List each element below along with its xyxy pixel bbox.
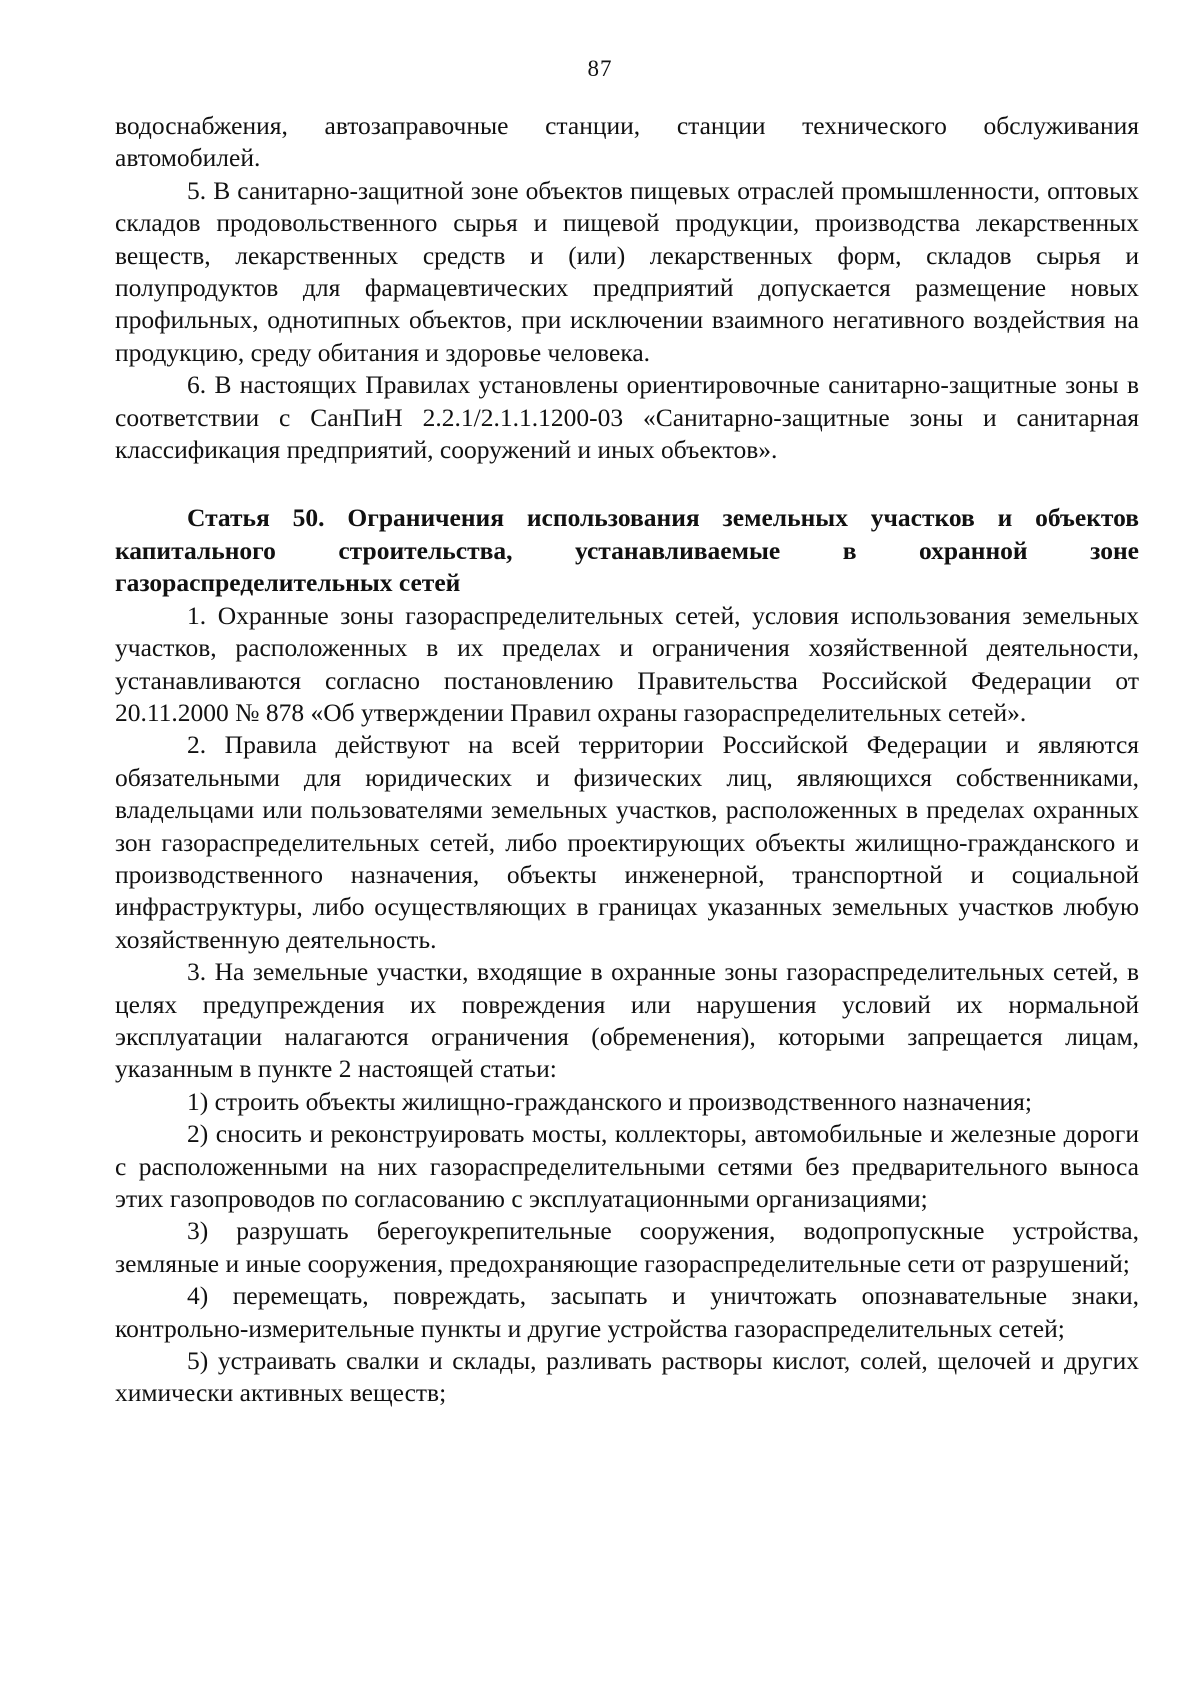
list-item-1: 1) строить объекты жилищно-гражданского и производственного назначения; (187, 1086, 1032, 1116)
list-item-3: 3) разрушать берегоукрепительные сооружения, водопропускные устройства, земляные и иные сооружения, предохраняющие газораспределительные сети от разрушений; (115, 1216, 1139, 1278)
paragraph-clause-2: 2. Правила действуют на всей территории Российской Федерации и являются обязательными для юридических и физических лиц, являющихся собственниками, владельцами или пользователями земельных участков, расположенных в пределах охранных зон газораспределительных сетей, либо проектирующих объекты жилищно-гражданского и производственного назначения, объекты инженерной, транспортной и социальной инфраструктуры, либо осуществляющих в границах указанных земельных участков любую хозяйственную деятельность. (115, 730, 1139, 954)
document-body (115, 110, 1139, 1410)
paragraph-clause-3: 3. На земельные участки, входящие в охранные зоны газораспределительных сетей, в целях предупреждения их повреждения или нарушения условий их нормальной эксплуатации налагаются ограничения (обременения), которыми запрещается лицам, указанным в пункте 2 настоящей статьи: (115, 957, 1139, 1084)
paragraph-continuation: водоснабжения, автозаправочные станции, станции технического обслуживания автомобилей. (115, 111, 1139, 173)
list-item-4: 4) перемещать, повреждать, засыпать и уничтожать опознавательные знаки, контрольно-измерительные пункты и другие устройства газораспределительных сетей; (115, 1281, 1139, 1343)
paragraph-item-5: 5. В санитарно-защитной зоне объектов пищевых отраслей промышленности, оптовых складов продовольственного сырья и пищевой продукции, производства лекарственных веществ, лекарственных средств и (или) лекарственных форм, складов сырья и полупродуктов для фармацевтических предприятий допускается размещение новых профильных, однотипных объектов, при исключении взаимного негативного воздействия на продукцию, среду обитания и здоровье человека. (115, 175, 1139, 367)
list-item-5: 5) устраивать свалки и склады, разливать растворы кислот, солей, щелочей и других химически активных веществ; (115, 1346, 1139, 1408)
list-item-2: 2) сносить и реконструировать мосты, коллекторы, автомобильные и железные дороги с расположенными на них газораспределительными сетями без предварительного выноса этих газопроводов по согласованию с эксплуатационными организациями; (115, 1119, 1139, 1213)
paragraph-clause-1: 1. Охранные зоны газораспределительных сетей, условия использования земельных участков, расположенных в их пределах и ограничения хозяйственной деятельности, устанавливаются согласно постановлению Правительства Российской Федерации от 20.11.2000 № 878 «Об утверждении Правил охраны газораспределительных сетей». (115, 600, 1139, 727)
paragraph-item-6: 6. В настоящих Правилах установлены ориентировочные санитарно-защитные зоны в соответствии с СанПиН 2.2.1/2.1.1.1200-03 «Санитарно-защитные зоны и санитарная классификация предприятий, сооружений и иных объектов». (115, 370, 1139, 465)
page-number: 87 (587, 56, 613, 81)
article-heading: Статья 50. Ограничения использования земельных участков и объектов капитального строительства, устанавливаемые в охранной зоне газораспределительных сетей (115, 503, 1139, 598)
